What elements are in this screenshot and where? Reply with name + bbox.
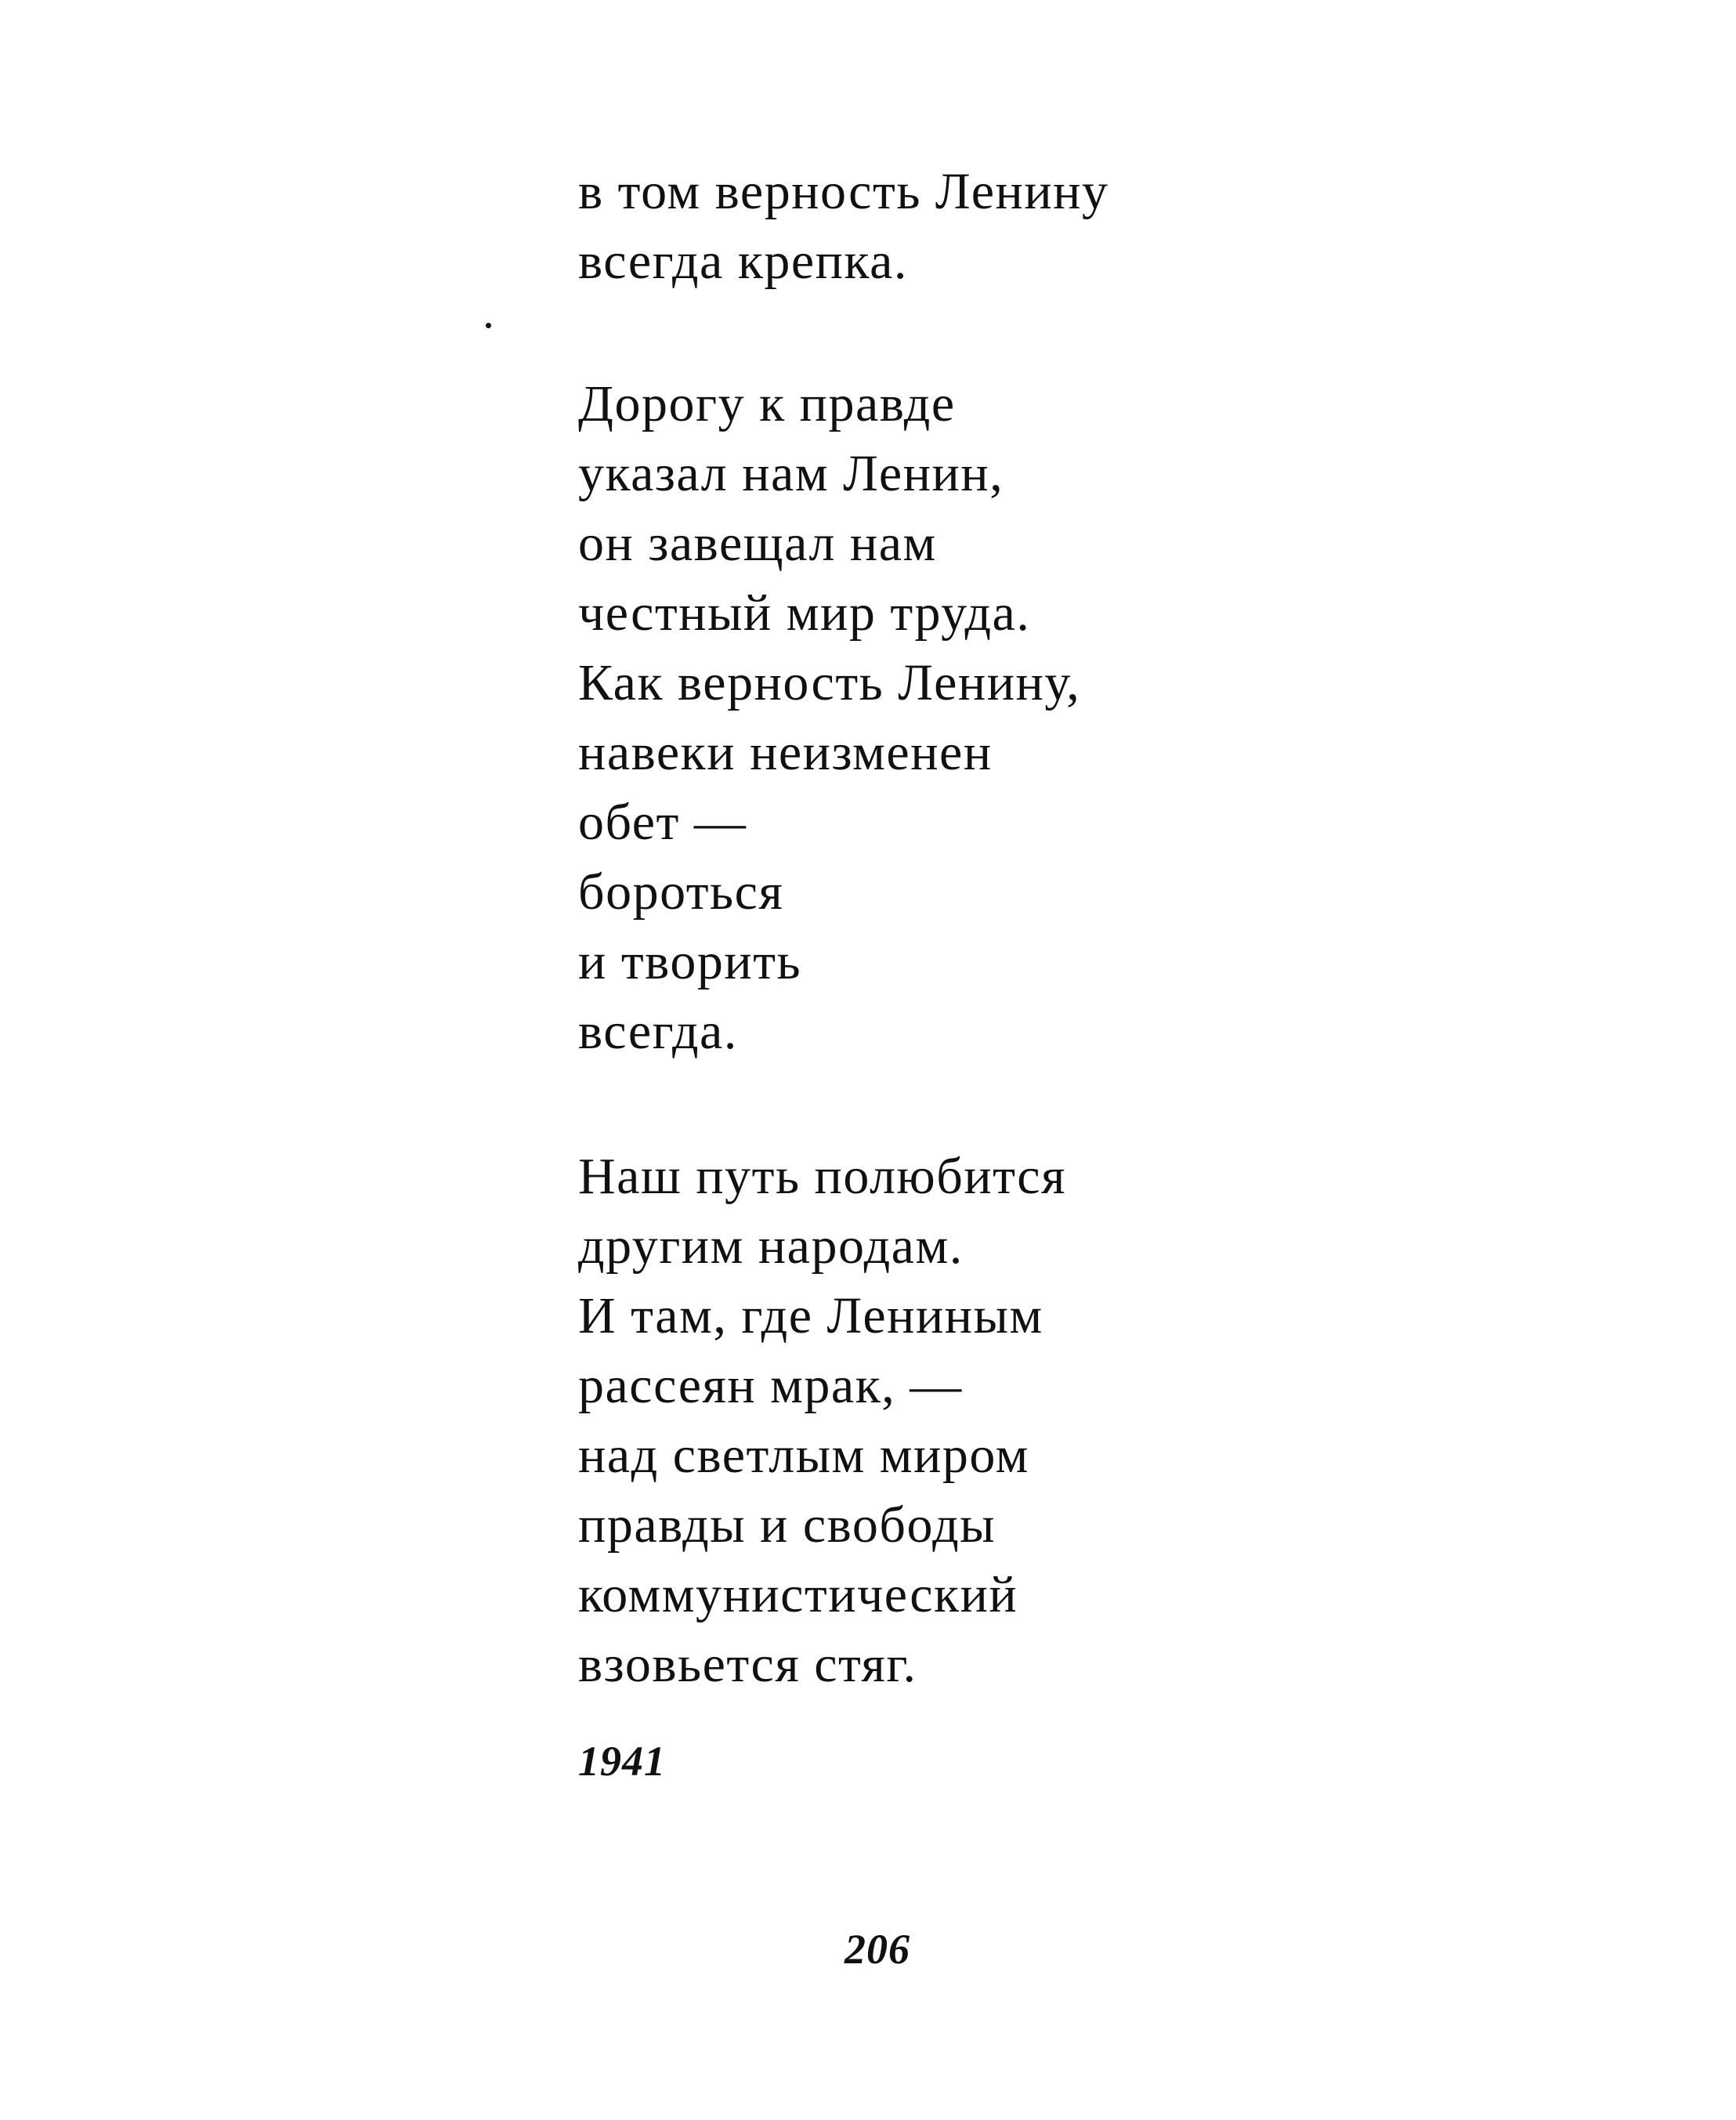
poem-line: взовьется стяг. bbox=[578, 1636, 917, 1693]
stanza-3 bbox=[578, 1141, 1597, 1699]
poem-line: коммунистический bbox=[578, 1566, 1018, 1623]
poem-line: и творить bbox=[578, 933, 802, 990]
poem-line: он завещал нам bbox=[578, 515, 937, 572]
poem-line: правды и свободы bbox=[578, 1496, 996, 1554]
poem-line: указал нам Ленин, bbox=[578, 445, 1004, 502]
poem-line: честный мир труда. bbox=[578, 584, 1031, 642]
stanza-1 bbox=[578, 157, 1597, 296]
poem-year: 1941 bbox=[578, 1738, 666, 1785]
poem-line: навеки неизменен bbox=[578, 724, 993, 781]
poem-line: обет — bbox=[578, 794, 747, 851]
poem-line: бороться bbox=[578, 863, 784, 921]
poem-line: Наш путь полюбится bbox=[578, 1148, 1066, 1205]
poem-line: в том верность Ленину bbox=[578, 163, 1109, 220]
poem-line: всегда крепка. bbox=[578, 233, 908, 290]
poem-line: всегда. bbox=[578, 1003, 738, 1060]
stanza-2 bbox=[578, 369, 1597, 1066]
poem-line: над светлым миром bbox=[578, 1427, 1029, 1484]
poem-body bbox=[578, 157, 1597, 1699]
print-speck bbox=[486, 323, 491, 328]
stanza-break bbox=[578, 296, 1597, 369]
poem-line: И там, где Лениным bbox=[578, 1287, 1043, 1344]
stanza-break bbox=[578, 1066, 1597, 1141]
poem-line: другим народам. bbox=[578, 1217, 964, 1275]
page-number: 206 bbox=[844, 1926, 910, 1973]
poem-line: Как верность Ленину, bbox=[578, 654, 1081, 711]
poem-line: Дорогу к правде bbox=[578, 375, 956, 432]
poem-line: рассеян мрак, — bbox=[578, 1357, 963, 1414]
